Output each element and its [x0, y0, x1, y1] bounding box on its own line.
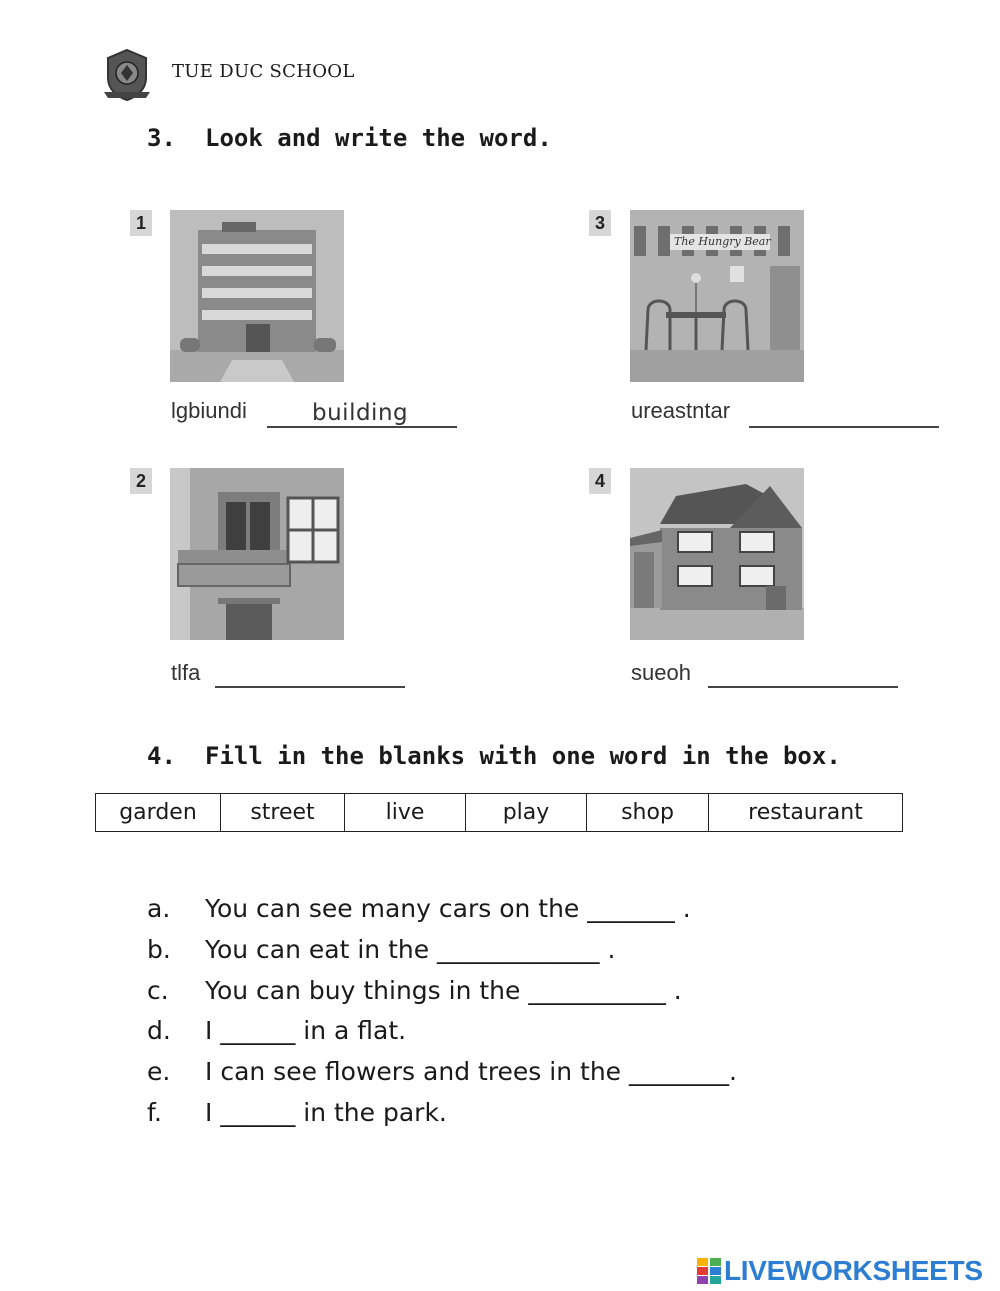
item-number-badge: 4 — [589, 468, 611, 494]
house-image — [630, 468, 804, 640]
scrambled-word: sueoh — [631, 660, 691, 685]
sentence-label: d. — [147, 1016, 171, 1045]
scrambled-word: tlfa — [171, 660, 201, 685]
sentence-label: f. — [147, 1098, 162, 1127]
exercise-title: Fill in the blanks with one word in the box. — [205, 742, 841, 770]
item-number-badge: 2 — [130, 468, 152, 494]
answer-input[interactable]: building — [312, 400, 409, 426]
sentence-label: c. — [147, 976, 169, 1005]
sentence-d — [147, 1016, 406, 1045]
liveworksheets-blocks-icon — [697, 1258, 721, 1284]
flat-image — [170, 468, 344, 640]
word-box-item: street — [221, 794, 345, 831]
scrambled-word: lgbiundi — [171, 398, 247, 423]
building-image — [170, 210, 344, 382]
liveworksheets-logo[interactable] — [697, 1255, 983, 1287]
exercise-title: Look and write the word. — [205, 124, 552, 152]
answer-line — [708, 686, 898, 688]
word-box-item: garden — [96, 794, 221, 831]
sentence-text[interactable]: You can eat in the _____________ . — [205, 935, 616, 964]
sentence-f — [147, 1098, 447, 1127]
sentence-text[interactable]: You can see many cars on the _______ . — [205, 894, 691, 923]
liveworksheets-text: LIVEWORKSHEETS — [724, 1255, 983, 1286]
word-box-item: live — [345, 794, 466, 831]
item-number-badge: 3 — [589, 210, 611, 236]
sentence-label: e. — [147, 1057, 171, 1086]
exercise-number: 4. — [147, 742, 176, 770]
answer-line — [215, 686, 405, 688]
sentence-e — [147, 1057, 737, 1086]
sentence-c — [147, 976, 682, 1005]
exercise-3-heading — [147, 124, 552, 152]
sentence-label: b. — [147, 935, 171, 964]
sentence-text[interactable]: I ______ in a flat. — [205, 1016, 407, 1045]
school-logo-icon — [102, 48, 152, 102]
word-box-item: restaurant — [748, 800, 863, 825]
sentence-text[interactable]: You can buy things in the ___________ . — [205, 976, 682, 1005]
sentence-text[interactable]: I ______ in the park. — [205, 1098, 447, 1127]
exercise-number: 3. — [147, 124, 176, 152]
scrambled-word: ureastntar — [631, 398, 731, 423]
answer-line — [267, 426, 457, 428]
word-box-item: play — [466, 794, 587, 831]
word-box-item: shop — [587, 794, 709, 831]
sentence-label: a. — [147, 894, 171, 923]
answer-line — [749, 426, 939, 428]
exercise-4-heading — [147, 742, 841, 770]
sentence-a — [147, 894, 691, 923]
sentence-text[interactable]: I can see flowers and trees in the ________. — [205, 1057, 737, 1086]
sentence-b — [147, 935, 615, 964]
item-number-badge: 1 — [130, 210, 152, 236]
school-name: TUE DUC SCHOOL — [172, 61, 355, 82]
word-box — [95, 793, 903, 832]
restaurant-sign: The Hungry Bear — [674, 235, 771, 248]
restaurant-image — [630, 210, 804, 382]
